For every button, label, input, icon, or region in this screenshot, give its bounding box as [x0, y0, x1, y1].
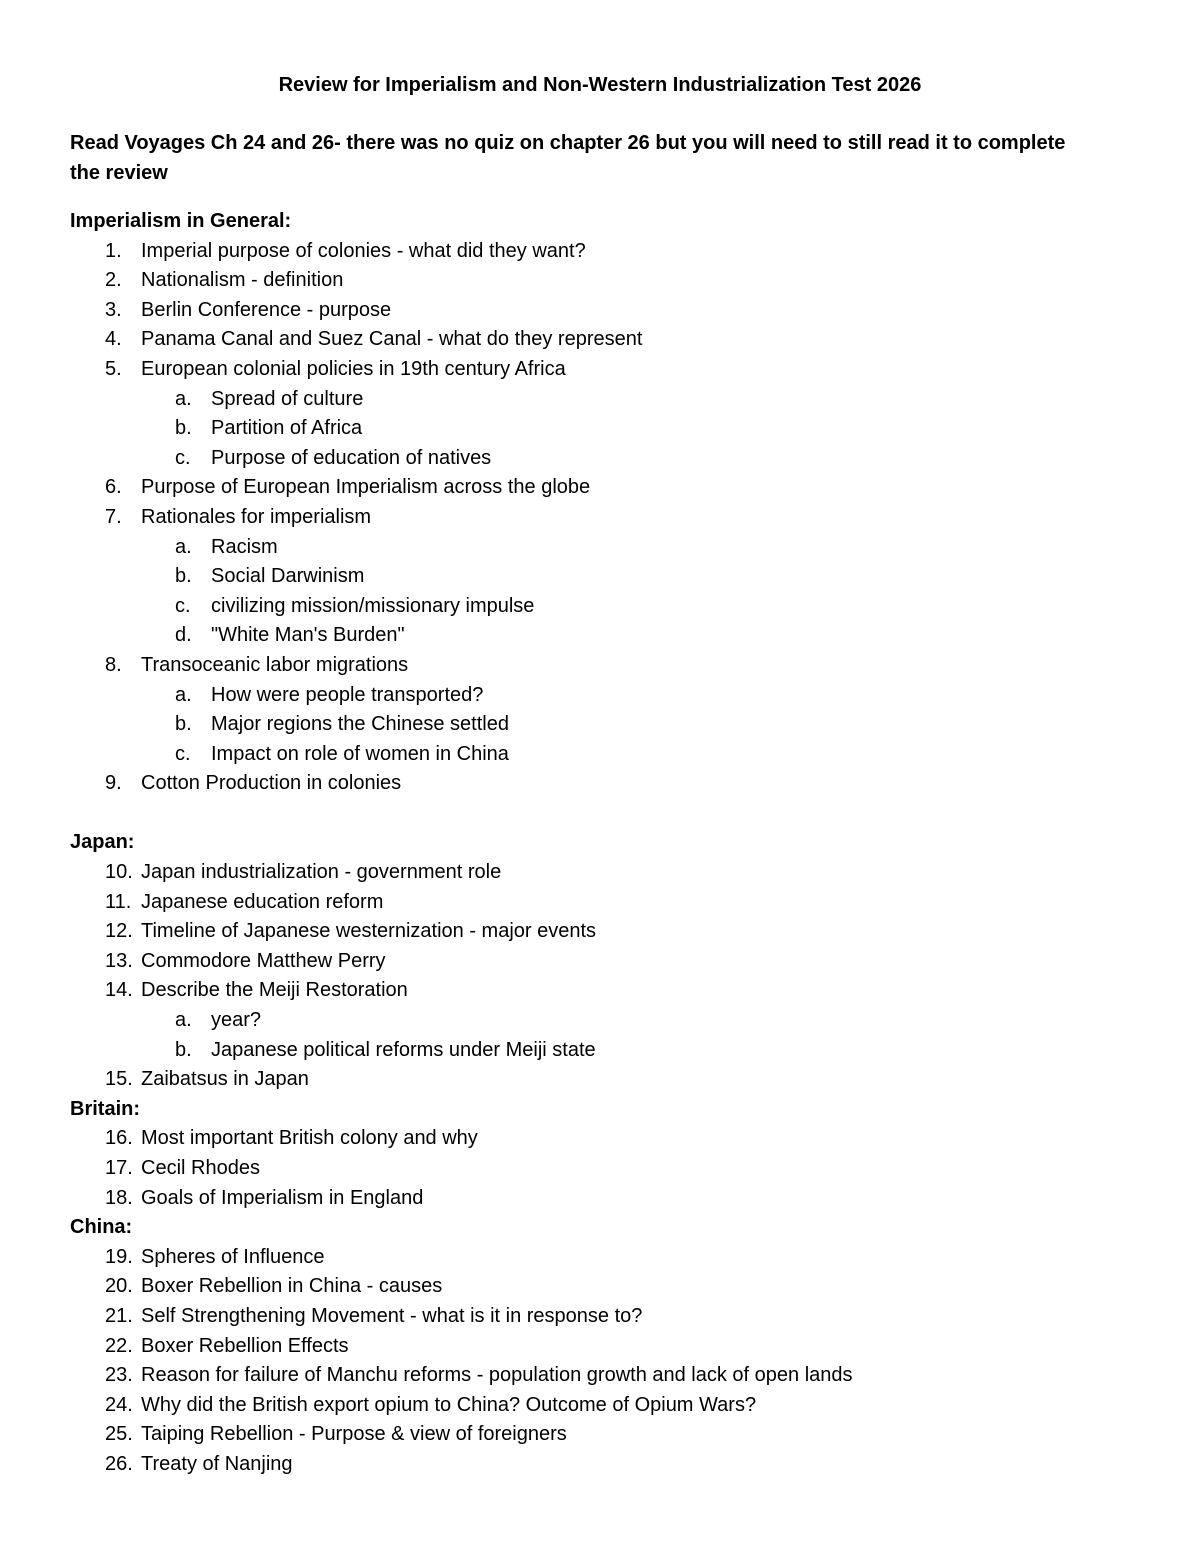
list-item — [70, 473, 1130, 503]
list-item — [70, 1184, 1130, 1214]
item-text: Commodore Matthew Perry — [141, 949, 386, 972]
sub-item-letter: a. — [175, 535, 192, 558]
sub-list-item — [70, 385, 1130, 415]
sub-item-letter: b. — [175, 417, 192, 440]
item-text: Purpose of European Imperialism across the globe — [141, 476, 591, 499]
item-text: Goals of Imperialism in England — [141, 1186, 424, 1209]
item-text: Imperial purpose of colonies - what did they want? — [141, 239, 586, 262]
item-number: 23. — [105, 1364, 133, 1387]
item-text: Nationalism - definition — [141, 269, 344, 292]
sub-item-letter: c. — [175, 594, 191, 617]
sub-item-text: Impact on role of women in China — [211, 742, 509, 765]
item-number: 9. — [105, 772, 122, 795]
item-text: Zaibatsus in Japan — [141, 1068, 309, 1091]
sub-item-letter: c. — [175, 446, 191, 469]
list-item — [70, 1332, 1130, 1362]
item-number: 5. — [105, 357, 122, 380]
item-number: 3. — [105, 298, 122, 321]
section-heading: China: — [70, 1216, 133, 1239]
sub-item-text: "White Man's Burden" — [211, 624, 405, 647]
sub-item-text: civilizing mission/missionary impulse — [211, 594, 535, 617]
sub-item-letter: d. — [175, 624, 192, 647]
sub-item-letter: c. — [175, 742, 191, 765]
sub-item-text: Major regions the Chinese settled — [211, 713, 509, 736]
sub-list-item — [70, 621, 1130, 651]
item-number: 8. — [105, 653, 122, 676]
list-item — [70, 1272, 1130, 1302]
section-heading: Japan: — [70, 831, 135, 854]
review-content — [70, 207, 1130, 1480]
item-number: 7. — [105, 505, 122, 528]
sub-item-text: Spread of culture — [211, 387, 364, 410]
item-number: 1. — [105, 239, 122, 262]
item-text: Describe the Meiji Restoration — [141, 979, 408, 1002]
item-text: Cecil Rhodes — [141, 1157, 260, 1179]
list-item — [70, 1391, 1130, 1421]
list-item — [70, 1065, 1130, 1095]
list-item — [70, 1243, 1130, 1273]
item-text: Transoceanic labor migrations — [141, 653, 409, 676]
list-item — [70, 917, 1130, 947]
sub-item-letter: a. — [175, 683, 192, 706]
item-number: 24. — [105, 1393, 133, 1416]
review-list — [70, 858, 1130, 1095]
item-text: Japanese education reform — [141, 890, 384, 913]
sub-item-text: How were people transported? — [211, 683, 484, 706]
list-item — [70, 503, 1130, 533]
item-text: Reason for failure of Manchu reforms - population growth and lack of open lands — [141, 1364, 853, 1387]
item-number: 15. — [105, 1068, 133, 1091]
list-item — [70, 325, 1130, 355]
list-item — [70, 1361, 1130, 1391]
section-heading: Imperialism in General: — [70, 210, 292, 232]
sub-item-letter: b. — [175, 713, 192, 736]
sub-list-item — [70, 592, 1130, 622]
sub-list-item — [70, 562, 1130, 592]
item-text: Spheres of Influence — [141, 1245, 325, 1268]
sub-list-item — [70, 710, 1130, 740]
sub-item-letter: a. — [175, 1009, 192, 1032]
item-number: 17. — [105, 1157, 133, 1179]
section-heading: Britain: — [70, 1097, 140, 1120]
list-item — [70, 266, 1130, 296]
sub-list-item — [70, 1006, 1130, 1036]
sub-item-letter: b. — [175, 1038, 192, 1061]
sub-item-letter: a. — [175, 387, 192, 410]
item-text: Panama Canal and Suez Canal - what do they represent — [141, 328, 643, 351]
item-text: Berlin Conference - purpose — [141, 298, 392, 321]
item-text: Self Strengthening Movement - what is it in response to? — [141, 1304, 643, 1327]
item-text: Timeline of Japanese westernization - major events — [141, 920, 597, 943]
item-number: 22. — [105, 1334, 133, 1357]
item-number: 13. — [105, 949, 133, 972]
list-item — [70, 858, 1130, 888]
sub-item-text: Purpose of education of natives — [211, 446, 492, 469]
item-number: 11. — [105, 890, 132, 913]
sub-list-item — [70, 1036, 1130, 1066]
item-number: 10. — [105, 861, 133, 884]
item-text: Why did the British export opium to China? Outcome of Opium Wars? — [141, 1393, 757, 1416]
page-title: Review for Imperialism and Non-Western Industrialization Test 2026 — [278, 74, 922, 96]
sub-list-item — [70, 681, 1130, 711]
review-list — [70, 237, 1130, 799]
item-number: 26. — [105, 1452, 133, 1475]
sub-list-item — [70, 740, 1130, 770]
item-text: European colonial policies in 19th century Africa — [141, 357, 566, 380]
item-text: Boxer Rebellion in China - causes — [141, 1275, 443, 1298]
list-item — [70, 296, 1130, 326]
sub-item-text: Social Darwinism — [211, 565, 365, 588]
sub-item-text: Japanese political reforms under Meiji state — [211, 1038, 596, 1061]
sub-list-item — [70, 533, 1130, 563]
list-item — [70, 1154, 1130, 1184]
list-item — [70, 888, 1130, 918]
item-text: Boxer Rebellion Effects — [141, 1334, 349, 1357]
list-item — [70, 355, 1130, 385]
sub-item-text: year? — [211, 1009, 262, 1032]
sub-item-text: Partition of Africa — [211, 417, 363, 440]
item-number: 14. — [105, 979, 133, 1002]
list-item — [70, 1450, 1130, 1480]
review-list — [70, 1124, 1130, 1213]
item-number: 4. — [105, 328, 122, 351]
item-text: Japan industrialization - government role — [141, 861, 502, 884]
item-number: 16. — [105, 1127, 133, 1150]
list-item — [70, 1124, 1130, 1154]
list-item — [70, 769, 1130, 799]
item-text: Rationales for imperialism — [141, 505, 372, 528]
section-spacer — [70, 799, 1130, 829]
sub-list-item — [70, 444, 1130, 474]
item-number: 2. — [105, 269, 122, 292]
intro-instructions: Read Voyages Ch 24 and 26- there was no quiz on chapter 26 but you will need to still read it to complete the review — [70, 132, 1066, 184]
list-item — [70, 976, 1130, 1006]
item-number: 6. — [105, 476, 122, 499]
item-number: 25. — [105, 1423, 133, 1446]
list-item — [70, 651, 1130, 681]
sub-list-item — [70, 414, 1130, 444]
item-text: Cotton Production in colonies — [141, 772, 402, 795]
item-number: 21. — [105, 1304, 133, 1327]
list-item — [70, 1420, 1130, 1450]
item-text: Taiping Rebellion - Purpose & view of foreigners — [141, 1423, 567, 1446]
sub-item-text: Racism — [211, 535, 278, 558]
item-number: 18. — [105, 1186, 133, 1209]
list-item — [70, 237, 1130, 267]
list-item — [70, 1302, 1130, 1332]
item-number: 19. — [105, 1245, 133, 1268]
item-text: Treaty of Nanjing — [141, 1452, 293, 1475]
item-number: 12. — [105, 920, 133, 943]
item-number: 20. — [105, 1275, 133, 1298]
list-item — [70, 947, 1130, 977]
item-text: Most important British colony and why — [141, 1127, 478, 1150]
review-list — [70, 1243, 1130, 1480]
sub-item-letter: b. — [175, 565, 192, 588]
